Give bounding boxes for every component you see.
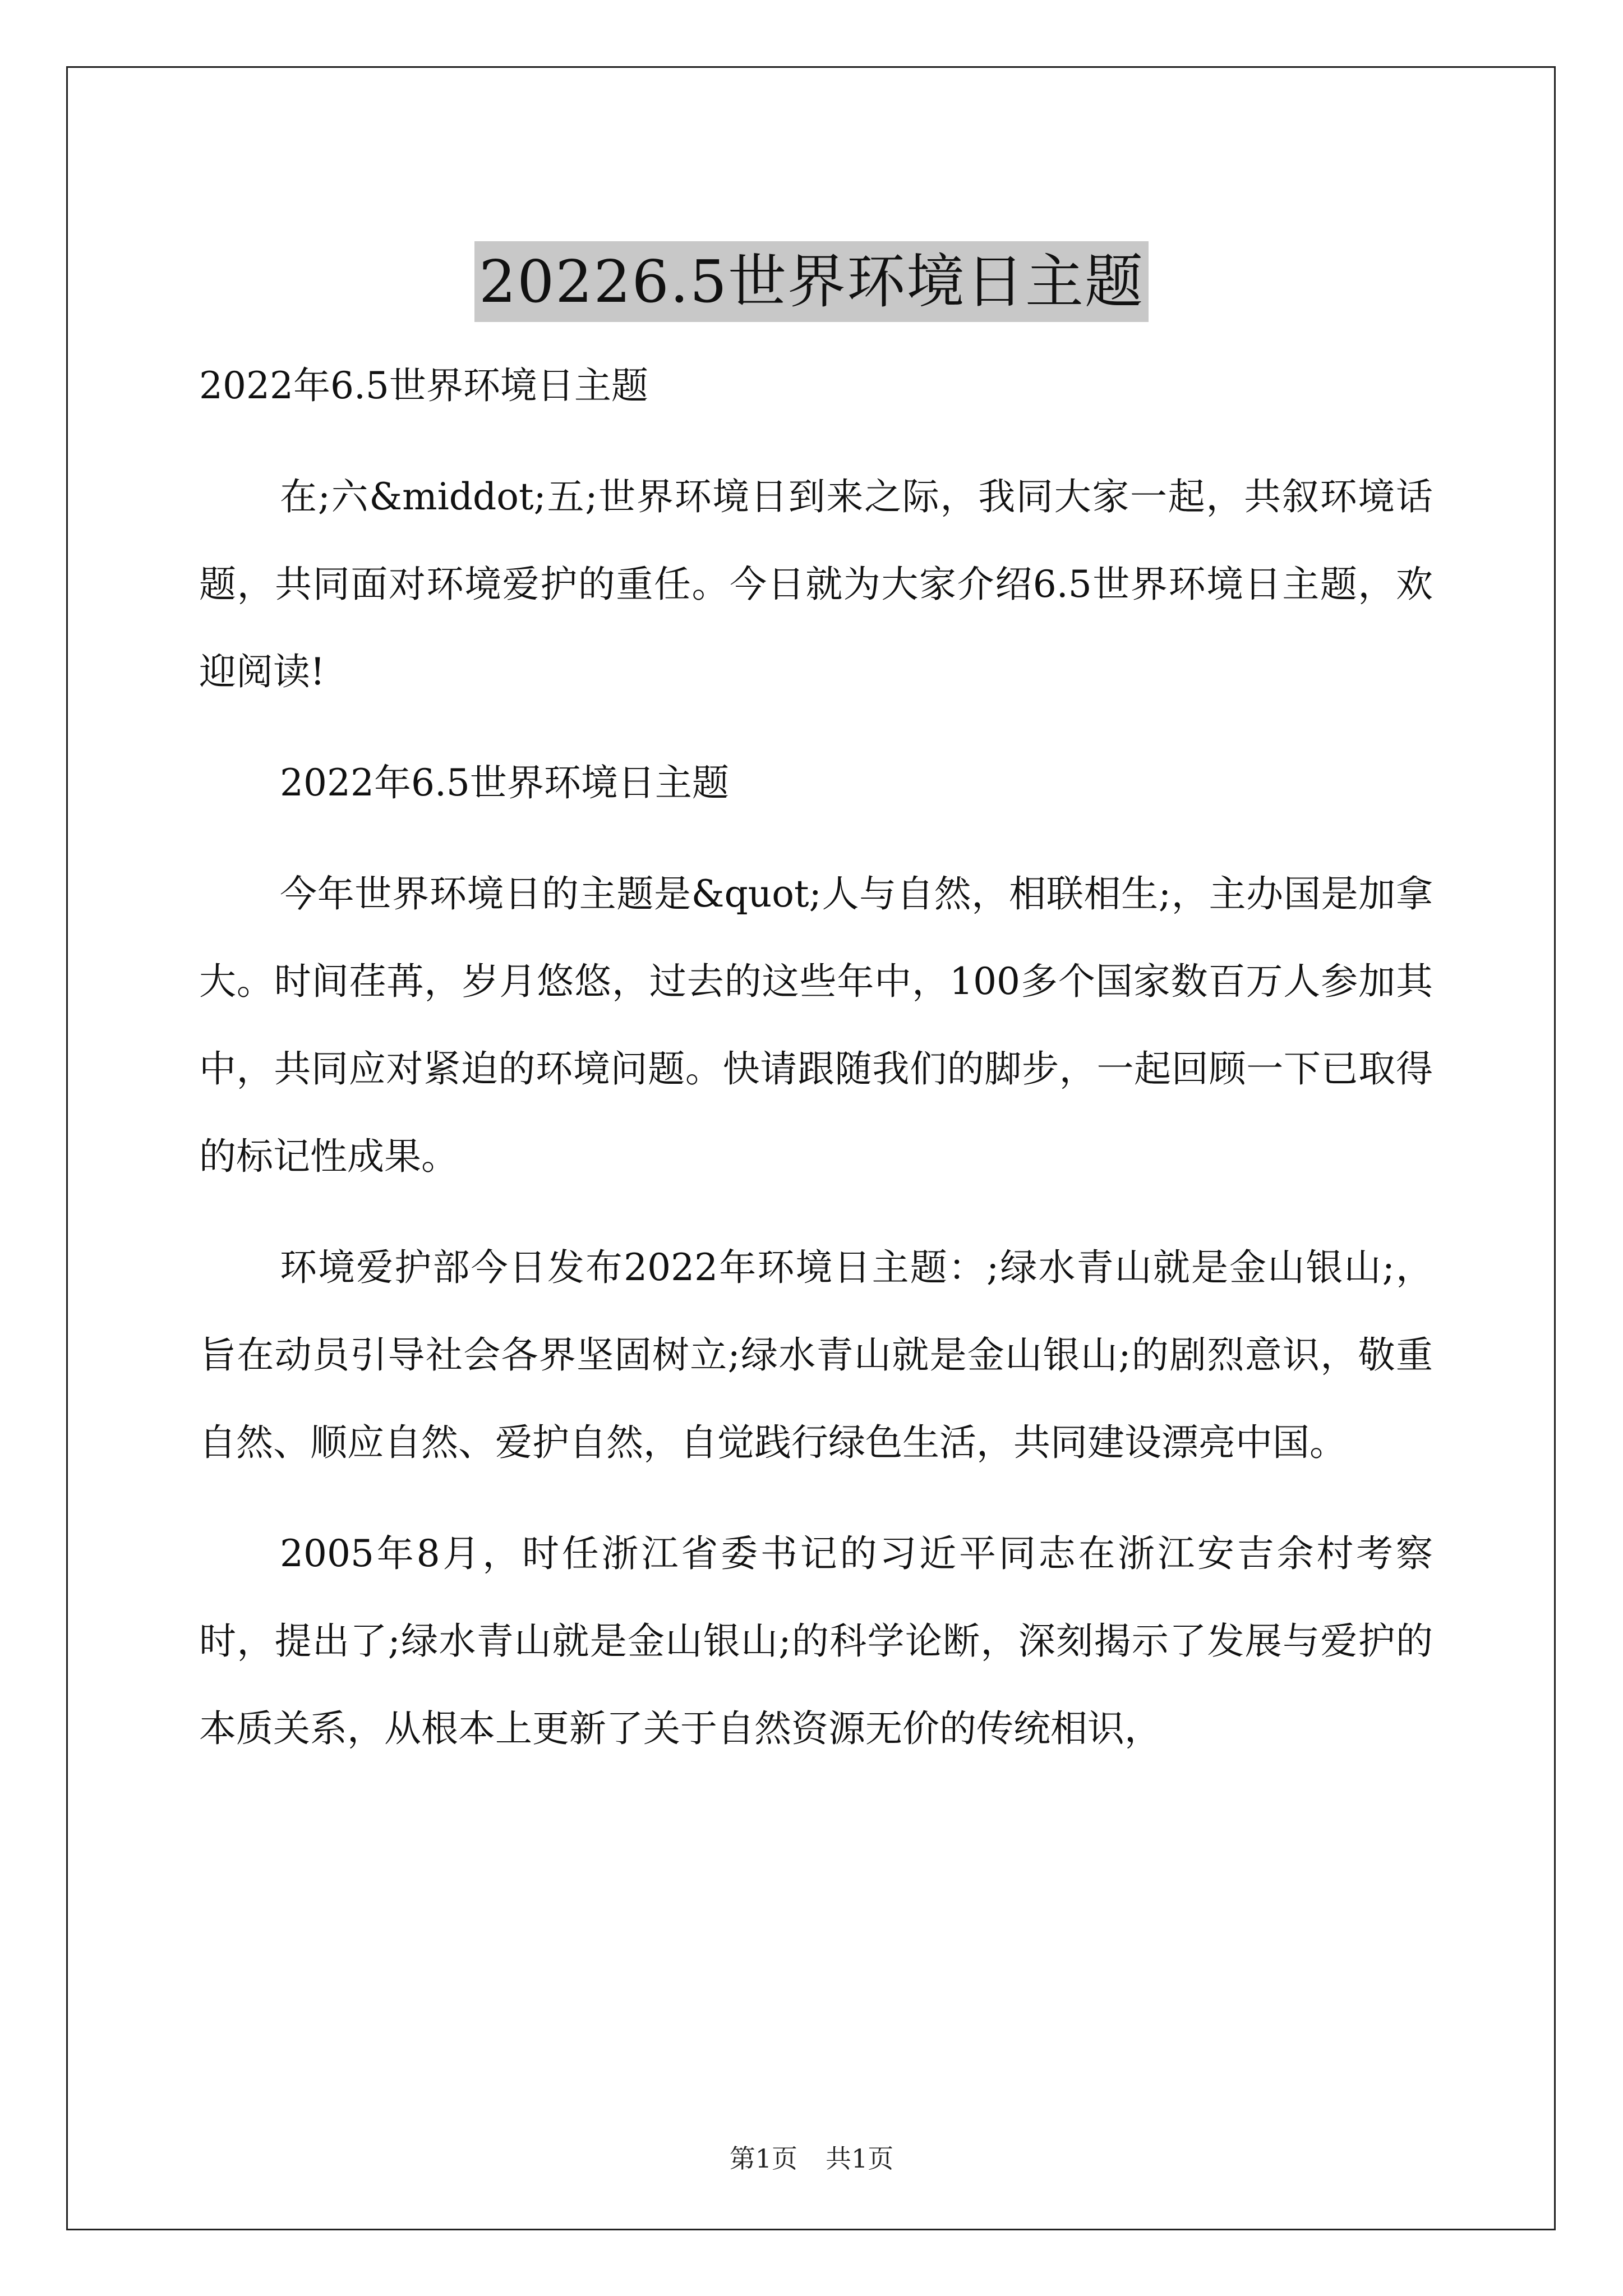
page-footer	[0, 2138, 1623, 2175]
page-number-total: 共1页	[826, 2143, 894, 2174]
paragraph-subtitle: 2022年6.5世界环境日主题	[199, 364, 648, 407]
title-container	[0, 202, 1623, 361]
page-number-current: 第1页	[729, 2143, 797, 2174]
paragraph-history: 2005年8月，时任浙江省委书记的习近平同志在浙江安吉余村考察时，提出了;绿水青山就是金山银山;的科学论断，深刻揭示了发展与爱护的本质关系，从根本上更新了关于自然资源无价的传统相识，	[199, 1532, 1433, 1750]
document-title: 20226.5世界环境日主题	[474, 241, 1149, 322]
paragraph-heading: 2022年6.5世界环境日主题	[280, 761, 729, 804]
paragraph-intro: 在;六&middot;五;世界环境日到来之际，我同大家一起，共叙环境话题，共同面对环境爱护的重任。今日就为大家介绍6.5世界环境日主题，欢迎阅读!	[199, 475, 1433, 693]
paragraph-theme: 今年世界环境日的主题是&quot;人与自然，相联相生;，主办国是加拿大。时间荏苒，岁月悠悠，过去的这些年中，100多个国家数百万人参加其中，共同应对紧迫的环境问题。快请跟随我们的脚步，一起回顾一下已取得的标记性成果。	[199, 872, 1433, 1178]
document-body	[199, 342, 1433, 1796]
paragraph-ministry: 环境爱护部今日发布2022年环境日主题：;绿水青山就是金山银山;，旨在动员引导社会各界坚固树立;绿水青山就是金山银山;的剧烈意识，敬重自然、顺应自然、爱护自然，自觉践行绿色生活，共同建设漂亮中国。	[199, 1246, 1433, 1464]
